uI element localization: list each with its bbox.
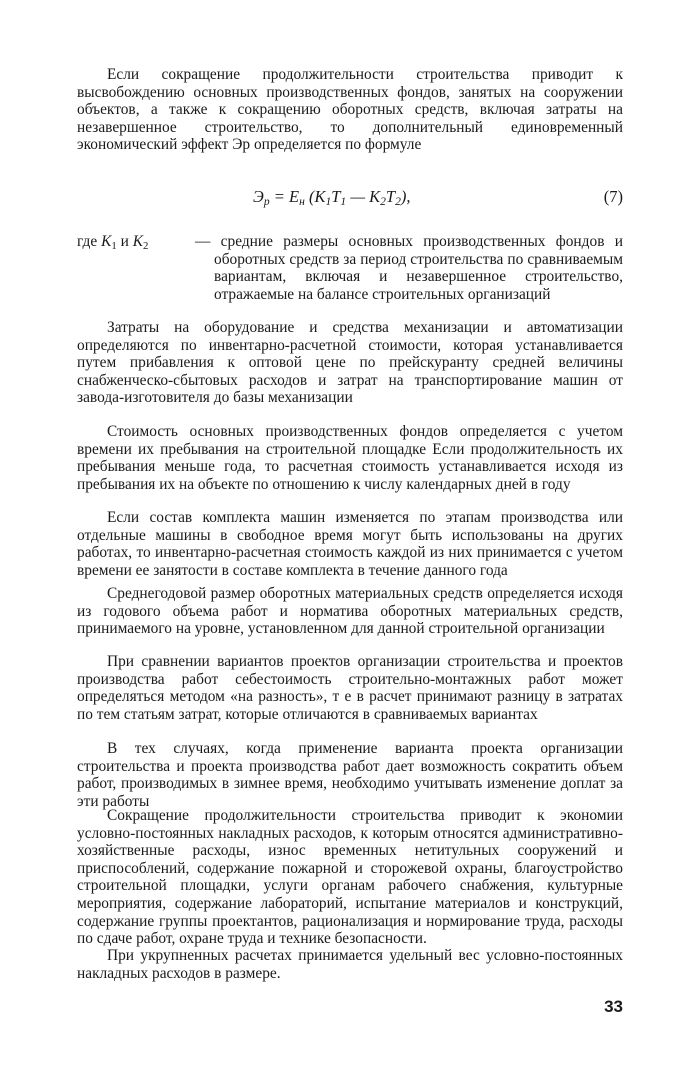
paragraph-8-text: Сокращение продолжительности строительства приводит к экономии условно-постоянных накладных расходов, к которым относятся административно-хозяйственные расходы, износ временных нетитульных сооружений и приспособлений, содержание пожарной и сторожевой охраны, благоустройство строительной площадки, услуги органам рабочего снабжения, культурные мероприятия, содержание лабораторий, испытание материалов и конструкций, содержание группы проектантов, рационализация и нормирование труда, расходы по сдаче работ, охране труда и технике безопасности.	[77, 807, 623, 948]
formula-k2: K	[369, 187, 381, 206]
formula-number: (7)	[603, 187, 623, 206]
where-lead	[77, 233, 148, 256]
where-definition-text: — средние размеры основных производственных фондов и оборотных средств за период строительства по сравниваемым вариантам, включая и незавершенное строительство, отражаемые на балансе строительных организаций	[195, 233, 623, 303]
formula-eq: =	[269, 187, 289, 206]
formula-7	[77, 187, 623, 211]
where-k1-sub: 1	[111, 240, 117, 252]
paragraph-9	[77, 947, 623, 982]
where-and: и	[120, 233, 129, 250]
formula-k2-sub: 2	[380, 196, 386, 208]
formula-lhs: Э	[253, 187, 264, 206]
paragraph-3-text: Стоимость основных производственных фондов определяется с учетом времени их пребывания на строительной площадке Если продолжительность их пребывания меньше года, то расчетная стоимость устанавливается исходя из пребывания их на объекте по отношению к числу календарных дней в году	[77, 423, 623, 493]
formula-minus: —	[346, 187, 370, 206]
paragraph-2	[77, 319, 623, 407]
paragraph-8	[77, 807, 623, 948]
formula-paren-open: (	[304, 187, 315, 206]
paragraph-7-text: В тех случаях, когда применение варианта проекта организации строительства и проекта производства работ дает возможность сократить объем работ, производимых в зимнее время, необходимо учитывать изменение доплат за эти работы	[77, 740, 623, 810]
formula-k1-sub: 1	[325, 196, 332, 208]
paragraph-7	[77, 740, 623, 810]
formula-k1: K	[314, 187, 326, 206]
formula-en-sub: н	[299, 196, 305, 208]
formula-paren-close: ),	[400, 187, 411, 206]
where-k1: K	[101, 233, 112, 250]
paragraph-5-text: Среднегодовой размер оборотных материальных средств определяется исходя из годового объема работ и норматива оборотных материальных средств, принимаемого на уровне, установленном для данной строительной организации	[77, 585, 623, 638]
where-definition	[77, 233, 623, 303]
formula-t2-sub: 2	[395, 196, 401, 208]
formula-t2: T	[385, 187, 396, 206]
page-number: 33	[604, 997, 623, 1016]
where-k2-sub: 2	[142, 240, 149, 252]
paragraph-6-text: При сравнении вариантов проектов организации строительства и проектов производства работ себестоимость строительно-монтажных работ может определяться методом «на разность», т е в расчет принимают разницу в затратах по тем статьям затрат, которые отличаются в сравниваемых вариантах	[77, 653, 623, 723]
paragraph-1	[77, 66, 623, 154]
formula-lhs-sub: р	[263, 196, 270, 208]
formula-expression	[253, 187, 411, 208]
paragraph-4-text: Если состав комплекта машин изменяется по этапам производства или отдельные машины в свободное время могут быть использованы на других работах, то инвентарно-расчетная стоимость каждой из них принимается с учетом времени ее занятости в составе комплекта в течение данного года	[77, 509, 623, 579]
formula-en: Е	[288, 187, 300, 206]
formula-t1-sub: 1	[340, 196, 347, 208]
paragraph-3	[77, 423, 623, 493]
paragraph-1-text: Если сокращение продолжительности строительства приводит к высвобождению основных производственных фондов, занятых на сооружении объектов, а также к сокращению оборотных средств, включая затраты на незавершенное строительство, то дополнительный единовременный экономический эффект Эр определяется по формуле	[77, 66, 623, 154]
paragraph-9-text: При укрупненных расчетах принимается удельный вес условно-постоянных накладных расходов в размере.	[77, 947, 623, 982]
paragraph-6	[77, 653, 623, 723]
paragraph-5	[77, 585, 623, 638]
where-k2: K	[132, 233, 143, 250]
paragraph-2-text: Затраты на оборудование и средства механизации и автоматизации определяются по инвентарно-расчетной стоимости, которая устанавливается путем прибавления к оптовой цене по прейскуранту средней величины снабженческо-сбытовых расходов и затрат на транспортирование машин от завода-изготовителя до базы механизации	[77, 319, 623, 407]
paragraph-4	[77, 509, 623, 579]
where-gde: где	[77, 233, 98, 250]
formula-t1: T	[331, 187, 341, 206]
